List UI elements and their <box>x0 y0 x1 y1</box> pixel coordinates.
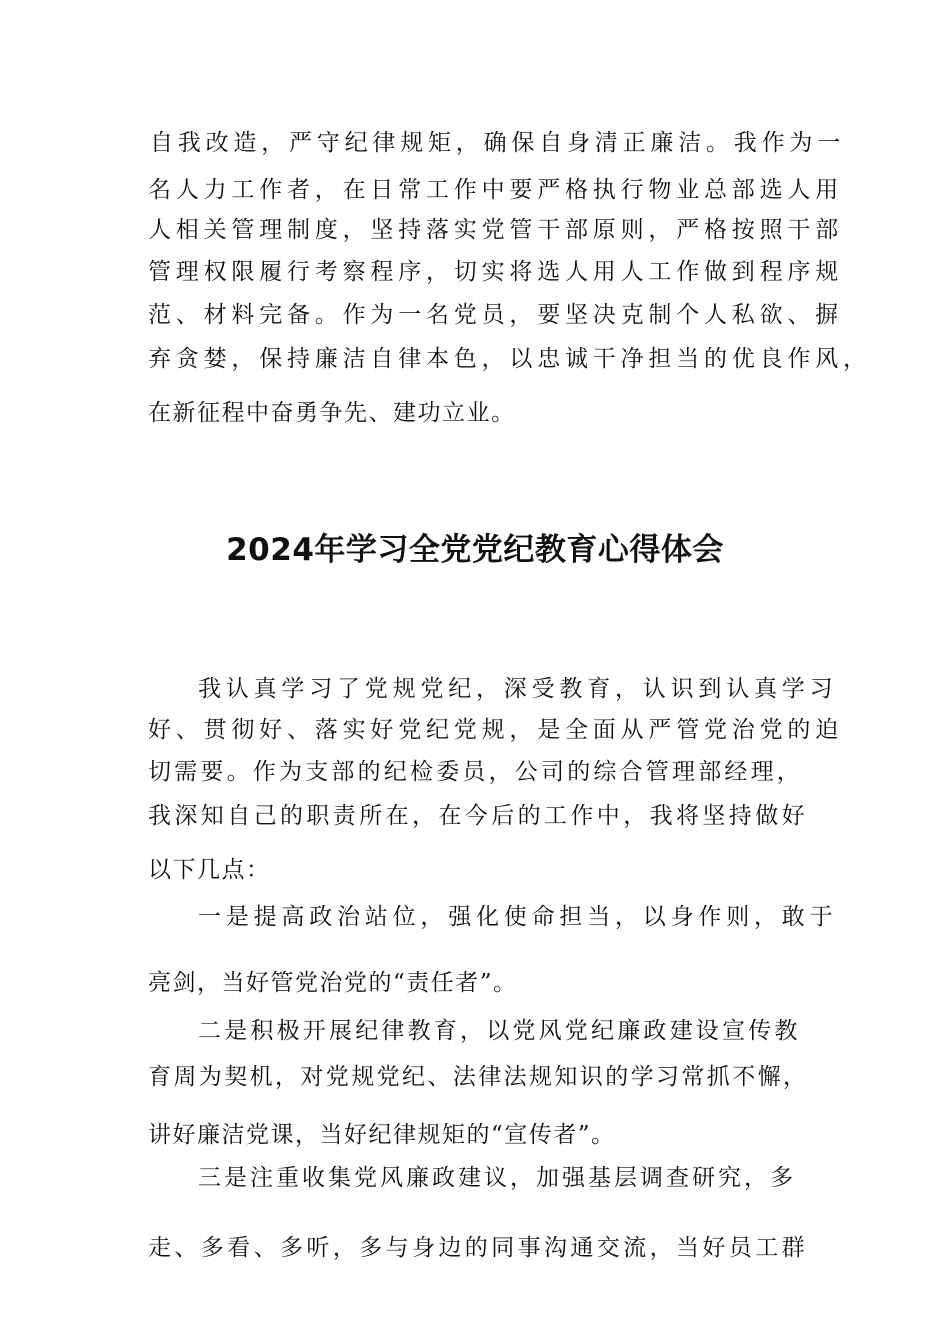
document-title: 2024年学习全党党纪教育心得体会 <box>226 532 724 568</box>
point-2-line-1: 二是积极开展纪律教育，以党风党纪廉政建设宣传教 <box>198 1018 801 1044</box>
intro-line-2: 名人力工作者，在日常工作中要严格执行物业总部选人用 <box>148 177 843 203</box>
paragraph-1-line-1: 我认真学习了党规党纪，深受教育，认识到认真学习 <box>198 676 838 702</box>
point-3-line-1: 三是注重收集党风廉政建议，加强基层调查研究，多 <box>198 1165 796 1191</box>
paragraph-1-line-5: 以下几点： <box>148 857 271 883</box>
intro-line-1: 自我改造，严守纪律规矩，确保自身清正廉洁。我作为一 <box>150 130 845 156</box>
point-1-line-2: 亮剑，当好管党治党的“责任者”。 <box>148 970 518 996</box>
intro-line-4: 管理权限履行考察程序，切实将选人用人工作做到程序规 <box>148 259 843 285</box>
point-2-line-2: 育周为契机，对党规党纪、法律法规知识的学习常抓不懈， <box>148 1064 809 1090</box>
paragraph-1-line-4: 我深知自己的职责所在，在今后的工作中，我将坚持做好 <box>148 803 808 829</box>
intro-line-6: 弃贪婪，保持廉洁自律本色，以忠诚干净担当的优良作风， <box>148 346 871 372</box>
point-1-line-1: 一是提高政治站位，强化使命担当，以身作则，敢于 <box>198 904 838 930</box>
intro-line-5: 范、材料完备。作为一名党员，要坚决克制个人私欲、摒 <box>148 302 843 328</box>
point-3-line-2: 走、多看、多听，多与身边的同事沟通交流，当好员工群 <box>148 1235 808 1261</box>
paragraph-1-line-2: 好、贯彻好、落实好党纪党规，是全面从严管党治党的迫 <box>148 717 843 743</box>
point-2-line-3: 讲好廉洁党课，当好纪律规矩的“宣传者”。 <box>148 1122 616 1148</box>
intro-line-7: 在新征程中奋勇争先、建功立业。 <box>148 400 516 426</box>
intro-line-3: 人相关管理制度，坚持落实党管干部原则，严格按照干部 <box>148 217 843 243</box>
paragraph-1-line-3: 切需要。作为支部的纪检委员，公司的综合管理部经理， <box>148 759 803 785</box>
